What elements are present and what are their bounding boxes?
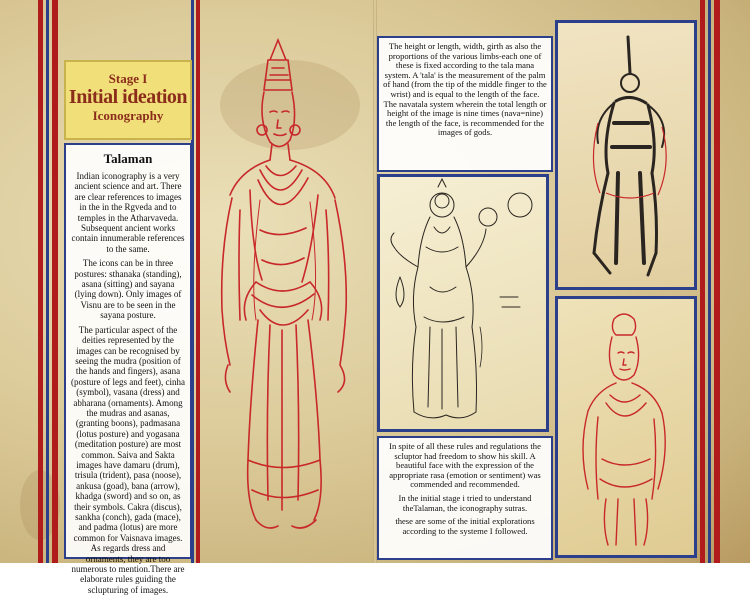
stage-label: Stage I — [108, 71, 148, 86]
page-subtitle: Iconography — [92, 108, 164, 123]
figure-sketch-panel — [555, 20, 697, 290]
paragraph: The height or length, width, girth as also the proportions of the various limbs-each one of these is fixed according to the tala mana system. A 'tala' is the measurement of the palm of hand (from the tip of the middle finger to the wrist) and is equal to the length of the face. The navatala system wherein the total length or height of the image is nine times (nava=nine) the length of the face, is recommended for the images of gods. — [383, 41, 547, 138]
pencil-sketch-panel — [377, 174, 549, 432]
paragraph: The icons can be in three postures: sthanaka (standing), asana (sitting) and sayana (lying down). Only images of Visnu are to be seen in the sayana posture. — [74, 258, 182, 321]
paragraph: The particular aspect of the deities represented by the images can be recognised by seeing the mudra (position of the hands and fingers), asana (posture of legs and feet), cinha (symbol), vasana (dress) and abharana (ornaments). Among the mudras and asanas, (granting boons), padmasana (lotus posture) and yogasana (meditation posture) are most common. Saiva and Sakta images have damaru (drum), trisula (trident), pasa (noose), ankusa (goad), bana (arrow), khadga (sword) and so on, as their symbols. Cakra (discus), sankha (conch), gada (mace), and padma (lotus) are more common for Vaisnava images. As regards dress and ornaments, they are too numerous to mention.There are elaborate rules guiding the sclupturing of images. — [71, 324, 185, 595]
deity-sketch-red — [200, 20, 370, 550]
right-red-stripe — [700, 0, 705, 563]
paragraph: In spite of all these rules and regulations the scluptor had freedom to show his skill. A beautiful face with the expression of the appropriate rasa (emotion or sentiment) was commended and recommended. — [389, 441, 541, 490]
paragraph: Indian iconography is a very ancient science and art. There are clear references to images in the in the Rgveda and to temples in the Atharvaveda. Subsequent ancient works contain innumerable references to the same. — [71, 171, 185, 254]
title-box — [64, 60, 192, 140]
face-sketch-panel — [555, 296, 697, 558]
figure-sketch-black — [558, 23, 694, 287]
deity-sketch-pencil — [380, 177, 546, 429]
face-sketch-red — [558, 299, 694, 555]
page-title: Initial ideation — [68, 86, 188, 108]
section-heading: Talaman — [103, 151, 153, 166]
right-blue-stripe — [708, 0, 711, 563]
talaman-text-column — [64, 143, 192, 595]
paragraph: In the initial stage i tried to understand theTalaman, the iconography sutras. — [398, 492, 532, 513]
left-blue-stripe — [46, 0, 49, 563]
paragraph: these are some of the initial explorations according to the systeme I followed. — [395, 516, 535, 536]
right-red-stripe — [714, 0, 720, 563]
freedom-text-box — [377, 436, 553, 560]
left-red-stripe — [38, 0, 43, 563]
left-red-stripe — [52, 0, 58, 563]
tala-mana-text-box — [377, 36, 553, 172]
